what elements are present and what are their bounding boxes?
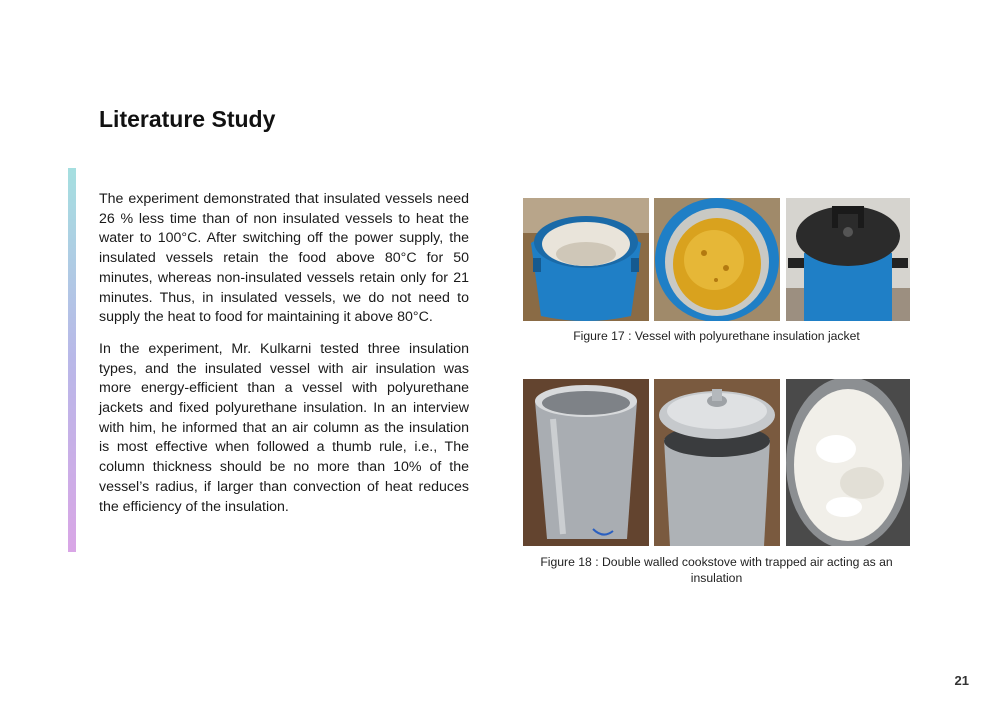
photo-steel-cylinder <box>523 379 649 546</box>
photo-cylinder-with-lid <box>654 379 780 546</box>
accent-bar <box>68 168 76 552</box>
body-text <box>99 190 469 529</box>
photo-vessel-with-lid <box>786 198 910 321</box>
photo-vessel-with-food <box>654 198 780 321</box>
paragraph-1: The experiment demonstrated that insulated vessels need 26 % less time than of non insulated vessels to heat the water to 100°C. After switching off the power supply, the insulated vessels retain the food above 80°C for 50 minutes, whereas non-insulated vessels retain only for 21 minutes. Thus, in insulated vessels, we do not need to supply the heat to food for maintaining it above 80°C. <box>99 191 469 326</box>
page-number: 21 <box>954 673 969 688</box>
figure-18-caption: Figure 18 : Double walled cookstove with trapped air acting as an insulation <box>540 555 893 585</box>
page-title: Literature Study <box>99 106 276 132</box>
photo-cooked-rice <box>786 379 910 546</box>
figure-17-caption: Figure 17 : Vessel with polyurethane insulation jacket <box>573 329 860 343</box>
paragraph-2: In the experiment, Mr. Kulkarni tested three insulation types, and the insulated vessel with air insulation was more energy-efficient than a vessel with polyurethane jackets and fixed polyurethane insulation. In an interview with him, he informed that an air column as the insulation is most effective when followed a thumb rule, i.e., The column thickness should be no more than 10% of the vessel’s radius, if larger than convection of heat reduces the efficiency of the insulation. <box>99 340 469 515</box>
photo-blue-jacket-open <box>523 198 649 321</box>
